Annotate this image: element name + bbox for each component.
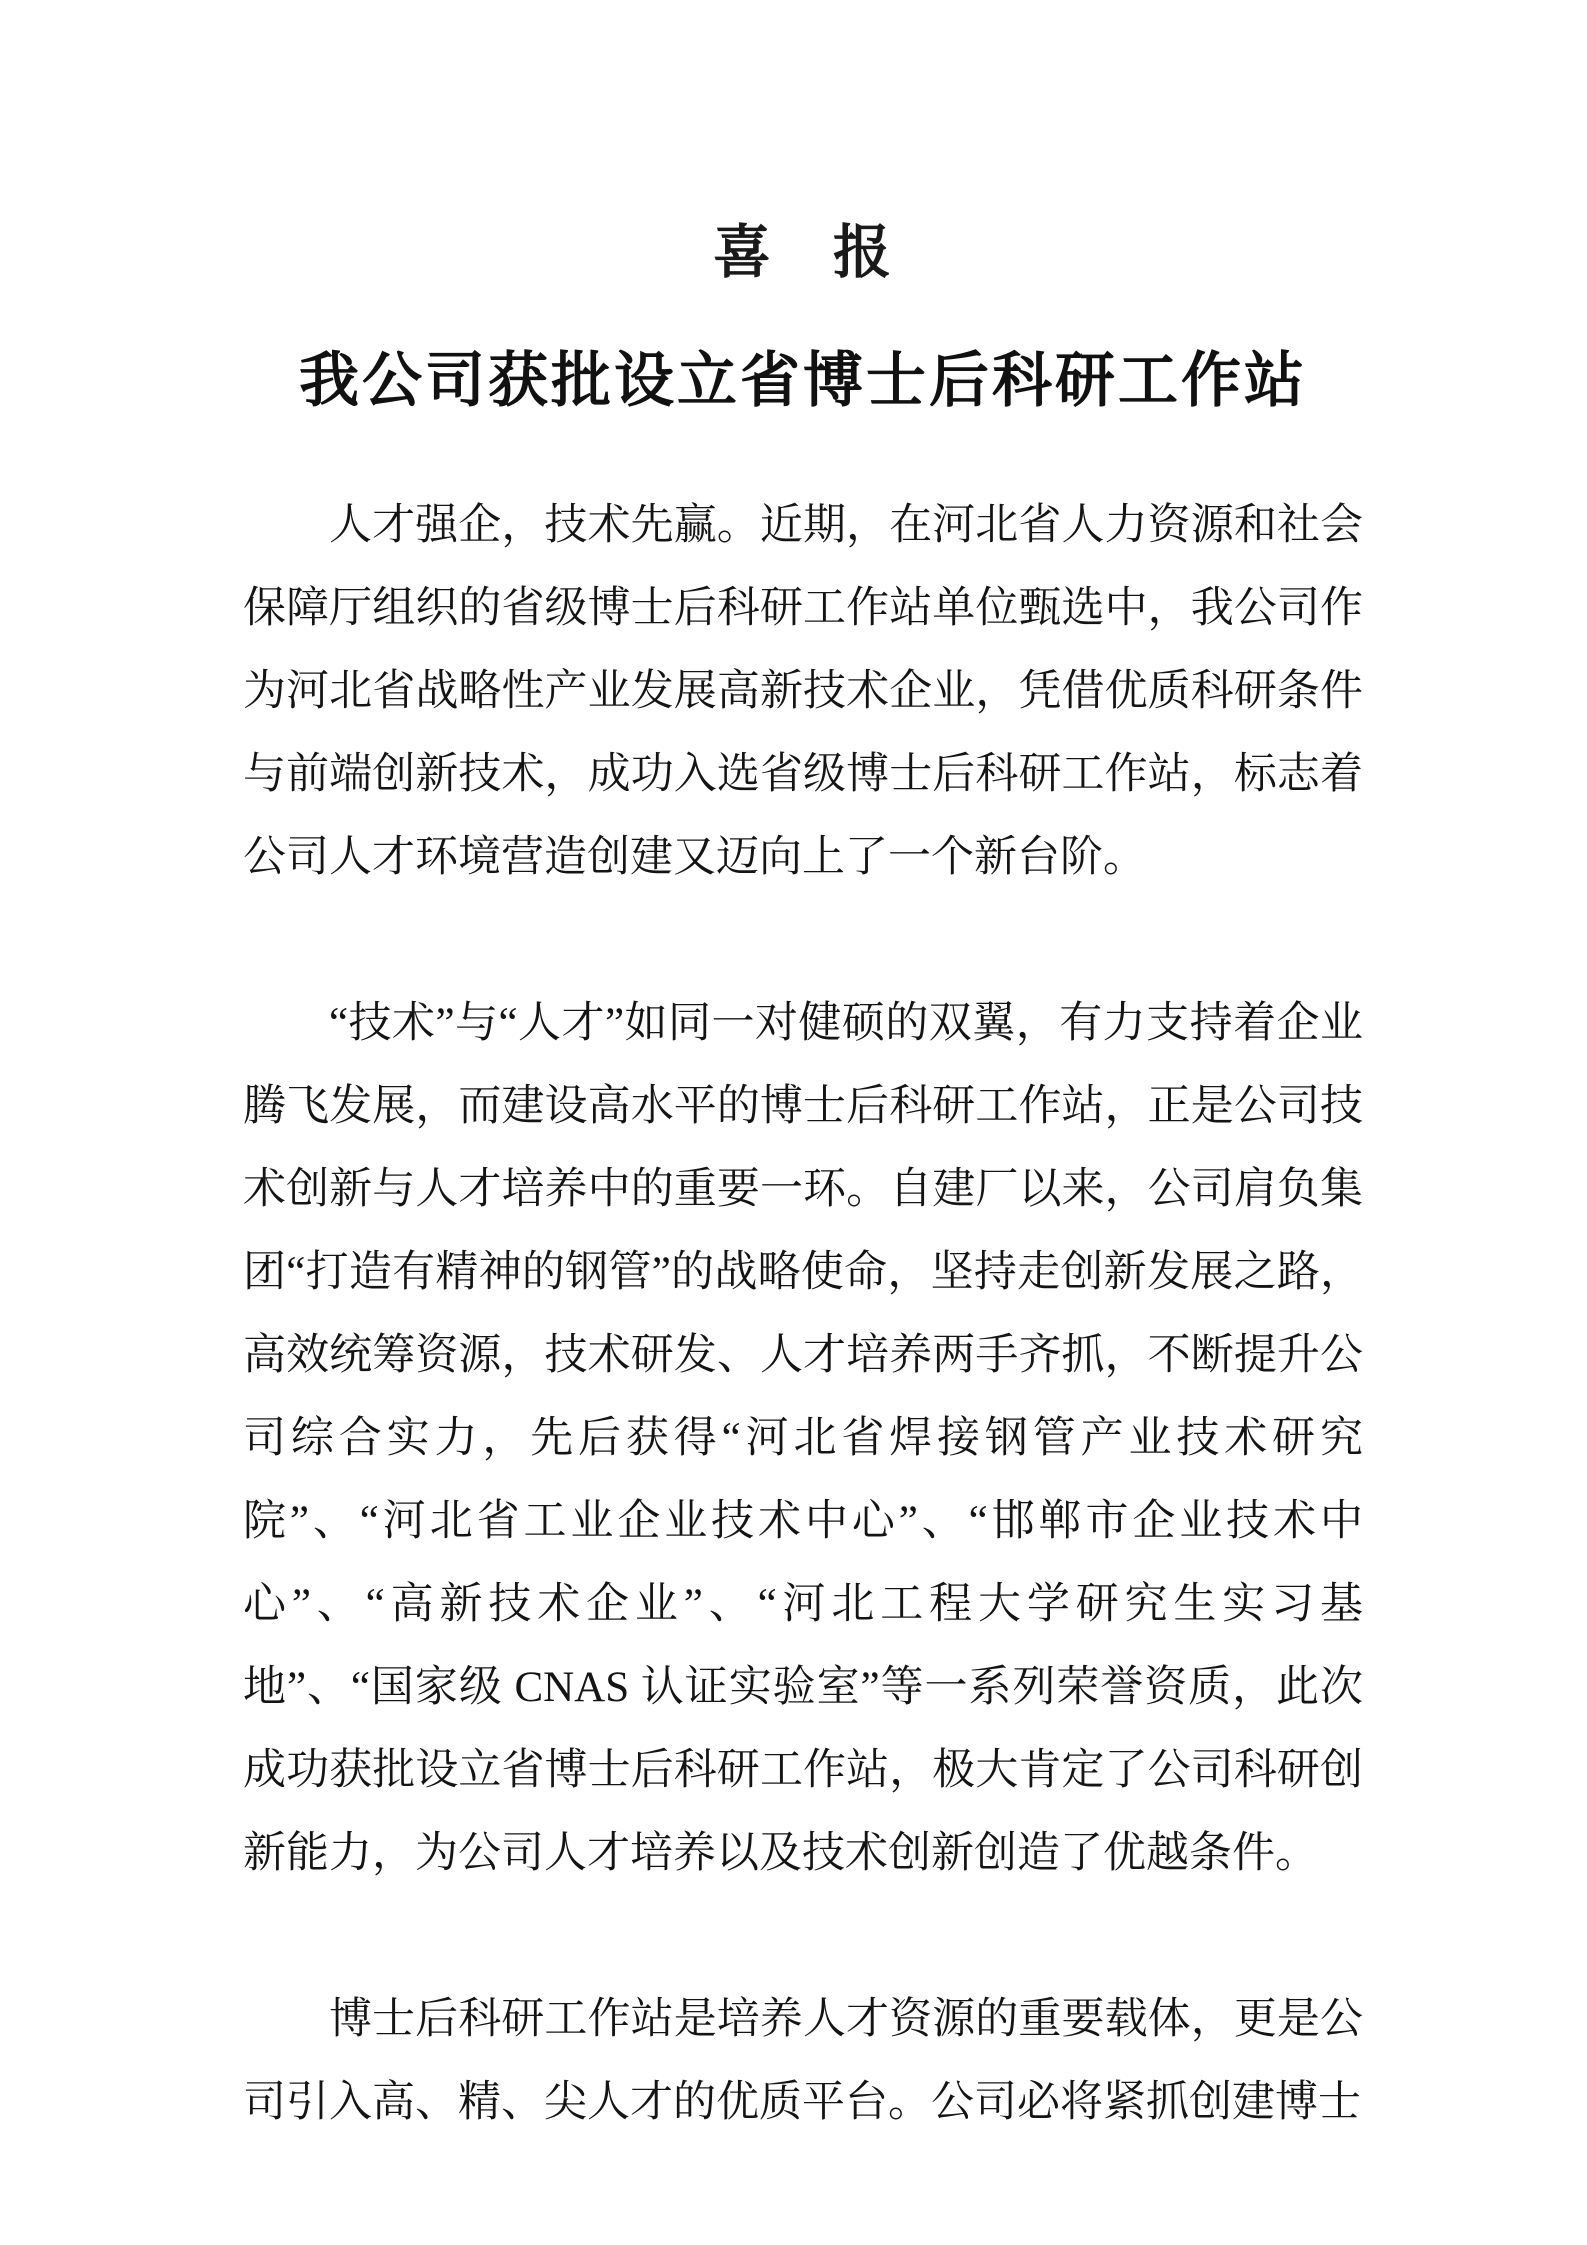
- paragraph-intro: 人才强企，技术先赢。近期，在河北省人力资源和社会保障厅组织的省级博士后科研工作站单位甄选中，我公司作为河北省战略性产业发展高新技术企业，凭借优质科研条件与前端创新技术，成功入选省级博士后科研工作站，标志着公司人才环境营造创建又迈向上了一个新台阶。: [243, 502, 1363, 881]
- paragraph-outlook: 博士后科研工作站是培养人才资源的重要载体，更是公司引入高、精、尖人才的优质平台。公司必将紧抓创建博士: [243, 1996, 1363, 2126]
- document-title: 喜 报: [712, 220, 893, 285]
- paragraph-achievements: “技术”与“人才”如同一对健硕的双翼，有力支持着企业腾飞发展，而建设高水平的博士后科研工作站，正是公司技术创新与人才培养中的重要一环。自建厂以来，公司肩负集团“打造有精神的钢管”的战略使命，坚持走创新发展之路，高效统筹资源，技术研发、人才培养两手齐抓，不断提升公司综合实力，先后获得“河北省焊接钢管产业技术研究院”、“河北省工业企业技术中心”、“邯郸市企业技术中心”、“高新技术企业”、“河北工程大学研究生实习基地”、“国家级 CNAS 认证实验室”等一系列荣誉资质，此次成功获批设立省博士后科研工作站，极大肯定了公司科研创新能力，为公司人才培养以及技术创新创造了优越条件。: [243, 1000, 1363, 1877]
- document-body: [243, 484, 1363, 2144]
- document-subtitle: 我公司获批设立省博士后科研工作站: [299, 348, 1307, 414]
